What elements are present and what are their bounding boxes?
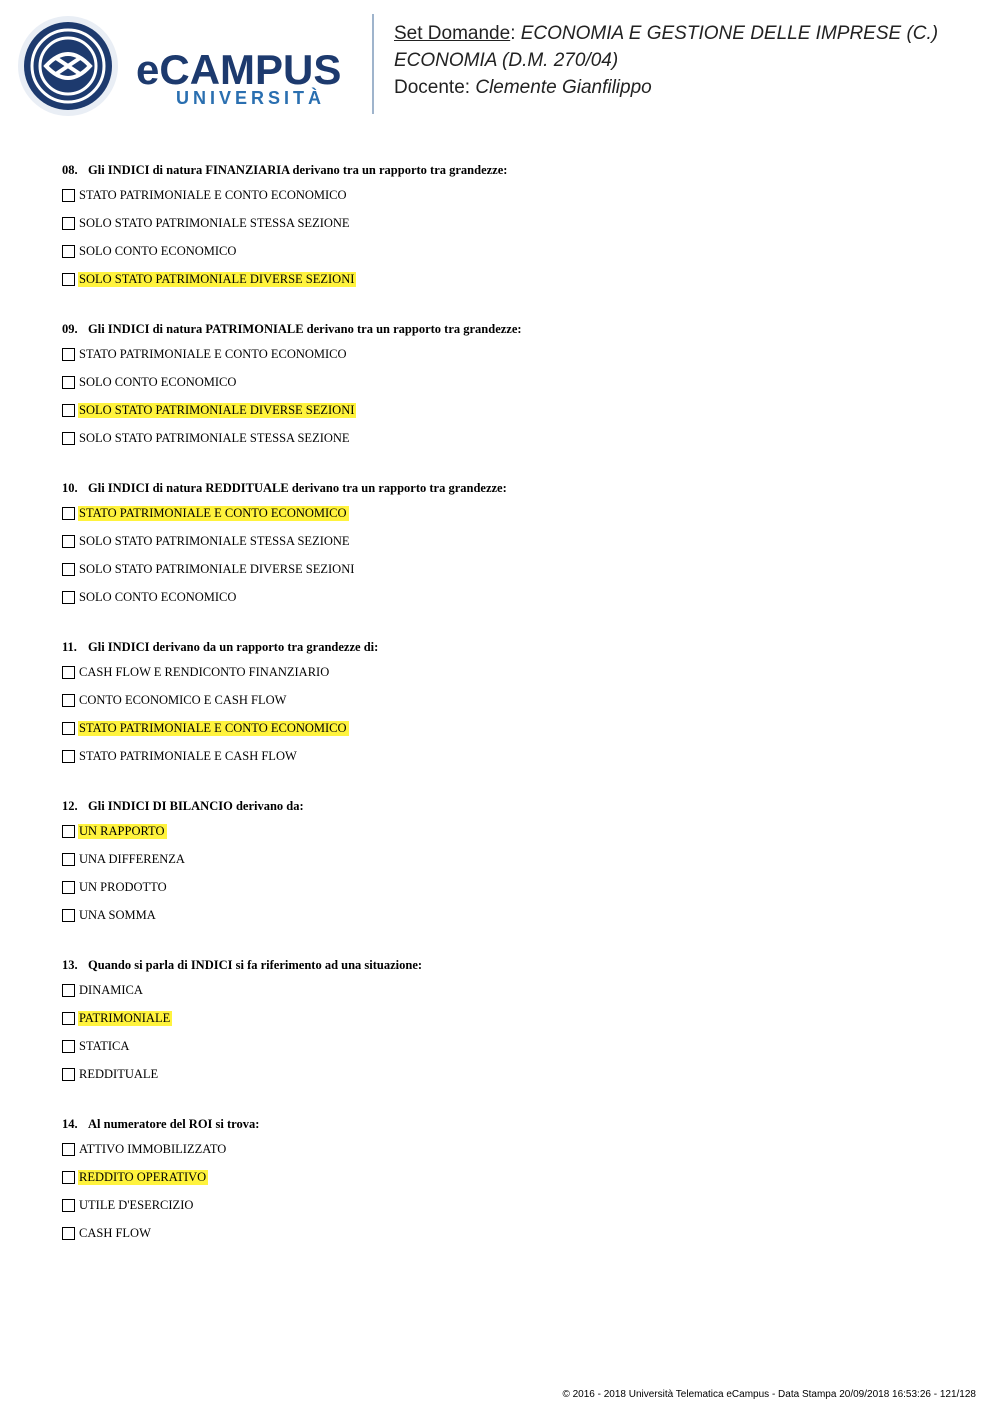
- answer-option[interactable]: [62, 852, 942, 880]
- answer-option[interactable]: [62, 908, 942, 936]
- answer-checkbox[interactable]: [62, 909, 75, 922]
- answer-option[interactable]: [62, 693, 942, 721]
- answer-option[interactable]: [62, 562, 942, 590]
- question-text: Gli INDICI di natura PATRIMONIALE derivano tra un rapporto tra grandezze:: [88, 322, 522, 336]
- question-title: [62, 957, 942, 973]
- question-number: 12.: [62, 799, 78, 813]
- answer-option[interactable]: [62, 272, 942, 300]
- header-info: [394, 20, 974, 101]
- answer-checkbox[interactable]: [62, 245, 75, 258]
- answer-text: ATTIVO IMMOBILIZZATO: [79, 1142, 227, 1156]
- answer-option[interactable]: [62, 1067, 942, 1095]
- answer-option[interactable]: [62, 983, 942, 1011]
- answer-text: STATICA: [79, 1039, 130, 1053]
- answer-text: CONTO ECONOMICO E CASH FLOW: [79, 693, 287, 707]
- answer-text: SOLO STATO PATRIMONIALE DIVERSE SEZIONI: [79, 562, 355, 576]
- question-number: 09.: [62, 322, 78, 336]
- answer-checkbox[interactable]: [62, 189, 75, 202]
- answer-option[interactable]: [62, 375, 942, 403]
- answer-option[interactable]: [62, 1142, 942, 1170]
- set-line: Set Domande: ECONOMIA E GESTIONE DELLE IMPRESE (C.) ECONOMIA (D.M. 270/04): [394, 23, 939, 71]
- question-block: [62, 639, 942, 777]
- answer-option[interactable]: [62, 880, 942, 908]
- set-value: ECONOMIA E GESTIONE DELLE IMPRESE (C.) ECONOMIA (D.M. 270/04): [394, 23, 939, 71]
- answer-checkbox[interactable]: [62, 273, 75, 286]
- question-title: [62, 321, 942, 337]
- answer-option[interactable]: [62, 749, 942, 777]
- answer-text: CASH FLOW E RENDICONTO FINANZIARIO: [79, 665, 330, 679]
- logo-subtitle: UNIVERSITÀ: [176, 88, 326, 108]
- answer-checkbox[interactable]: [62, 404, 75, 417]
- answer-option[interactable]: [62, 721, 942, 749]
- answer-text: SOLO CONTO ECONOMICO: [79, 590, 237, 604]
- answer-checkbox[interactable]: [62, 722, 75, 735]
- answer-option[interactable]: [62, 1011, 942, 1039]
- answer-text-correct: SOLO STATO PATRIMONIALE DIVERSE SEZIONI: [79, 272, 355, 286]
- answer-option[interactable]: [62, 431, 942, 459]
- question-block: [62, 321, 942, 459]
- question-text: Gli INDICI derivano da un rapporto tra grandezze di:: [88, 640, 379, 654]
- answer-text: SOLO STATO PATRIMONIALE STESSA SEZIONE: [79, 431, 350, 445]
- question-number: 13.: [62, 958, 78, 972]
- answer-option[interactable]: [62, 403, 942, 431]
- answer-text-correct: REDDITO OPERATIVO: [79, 1170, 207, 1184]
- answer-checkbox[interactable]: [62, 376, 75, 389]
- answer-option[interactable]: [62, 590, 942, 618]
- answer-option[interactable]: [62, 188, 942, 216]
- question-block: [62, 1116, 942, 1254]
- question-block: [62, 798, 942, 936]
- logo-wordmark: eCAMPUS: [136, 46, 342, 93]
- ecampus-logo: [16, 14, 356, 118]
- answer-checkbox[interactable]: [62, 1068, 75, 1081]
- answer-text: CASH FLOW: [79, 1226, 151, 1240]
- answer-checkbox[interactable]: [62, 432, 75, 445]
- answer-text: UN PRODOTTO: [79, 880, 167, 894]
- answer-checkbox[interactable]: [62, 1012, 75, 1025]
- question-title: [62, 798, 942, 814]
- question-block: [62, 162, 942, 300]
- answer-checkbox[interactable]: [62, 591, 75, 604]
- answer-checkbox[interactable]: [62, 1199, 75, 1212]
- answer-text: STATO PATRIMONIALE E CONTO ECONOMICO: [79, 188, 347, 202]
- question-text: Gli INDICI di natura REDDITUALE derivano tra un rapporto tra grandezze:: [88, 481, 507, 495]
- answer-checkbox[interactable]: [62, 348, 75, 361]
- answer-option[interactable]: [62, 244, 942, 272]
- set-label: Set Domande: [394, 23, 511, 44]
- answer-text-correct: STATO PATRIMONIALE E CONTO ECONOMICO: [79, 506, 347, 520]
- answer-option[interactable]: [62, 1039, 942, 1067]
- teacher-label: Docente: [394, 77, 465, 98]
- question-title: [62, 480, 942, 496]
- question-text: Al numeratore del ROI si trova:: [88, 1117, 260, 1131]
- answer-text: SOLO STATO PATRIMONIALE STESSA SEZIONE: [79, 534, 350, 548]
- answer-checkbox[interactable]: [62, 1227, 75, 1240]
- answer-checkbox[interactable]: [62, 1143, 75, 1156]
- answer-option[interactable]: [62, 1226, 942, 1254]
- answer-checkbox[interactable]: [62, 825, 75, 838]
- answer-option[interactable]: [62, 824, 942, 852]
- answer-text-correct: SOLO STATO PATRIMONIALE DIVERSE SEZIONI: [79, 403, 355, 417]
- answer-text: SOLO CONTO ECONOMICO: [79, 375, 237, 389]
- answer-option[interactable]: [62, 1170, 942, 1198]
- answer-checkbox[interactable]: [62, 1171, 75, 1184]
- answer-checkbox[interactable]: [62, 535, 75, 548]
- answer-checkbox[interactable]: [62, 507, 75, 520]
- answer-text-correct: UN RAPPORTO: [79, 824, 165, 838]
- question-list: [62, 162, 942, 1275]
- question-title: [62, 162, 942, 178]
- question-title: [62, 1116, 942, 1132]
- answer-checkbox[interactable]: [62, 1040, 75, 1053]
- answer-checkbox[interactable]: [62, 853, 75, 866]
- answer-text: UNA DIFFERENZA: [79, 852, 185, 866]
- answer-text: STATO PATRIMONIALE E CONTO ECONOMICO: [79, 347, 347, 361]
- question-number: 10.: [62, 481, 78, 495]
- header-divider: [372, 14, 374, 114]
- answer-checkbox[interactable]: [62, 563, 75, 576]
- question-text: Gli INDICI di natura FINANZIARIA derivano tra un rapporto tra grandezze:: [88, 163, 508, 177]
- answer-checkbox[interactable]: [62, 694, 75, 707]
- page-footer: © 2016 - 2018 Università Telematica eCampus - Data Stampa 20/09/2018 16:53:26 - 121/128: [562, 1389, 976, 1400]
- question-block: [62, 957, 942, 1095]
- answer-text: UNA SOMMA: [79, 908, 156, 922]
- answer-text: STATO PATRIMONIALE E CASH FLOW: [79, 749, 297, 763]
- answer-option[interactable]: [62, 665, 942, 693]
- question-number: 14.: [62, 1117, 78, 1131]
- answer-option[interactable]: [62, 506, 942, 534]
- answer-checkbox[interactable]: [62, 666, 75, 679]
- answer-checkbox[interactable]: [62, 984, 75, 997]
- question-number: 11.: [62, 640, 77, 654]
- question-text: Quando si parla di INDICI si fa riferimento ad una situazione:: [88, 958, 423, 972]
- answer-text-correct: PATRIMONIALE: [79, 1011, 171, 1025]
- question-title: [62, 639, 942, 655]
- answer-text: DINAMICA: [79, 983, 143, 997]
- answer-text-correct: STATO PATRIMONIALE E CONTO ECONOMICO: [79, 721, 347, 735]
- answer-option[interactable]: [62, 1198, 942, 1226]
- question-number: 08.: [62, 163, 78, 177]
- page-header: [0, 0, 1000, 130]
- answer-checkbox[interactable]: [62, 750, 75, 763]
- question-block: [62, 480, 942, 618]
- answer-checkbox[interactable]: [62, 881, 75, 894]
- ecampus-emblem-icon: [16, 14, 120, 118]
- answer-text: REDDITUALE: [79, 1067, 159, 1081]
- answer-text: UTILE D'ESERCIZIO: [79, 1198, 194, 1212]
- answer-checkbox[interactable]: [62, 217, 75, 230]
- question-text: Gli INDICI DI BILANCIO derivano da:: [88, 799, 304, 813]
- answer-option[interactable]: [62, 347, 942, 375]
- answer-option[interactable]: [62, 216, 942, 244]
- answer-option[interactable]: [62, 534, 942, 562]
- answer-text: SOLO CONTO ECONOMICO: [79, 244, 237, 258]
- teacher-line: Docente: Clemente Gianfilippo: [394, 77, 652, 98]
- answer-text: SOLO STATO PATRIMONIALE STESSA SEZIONE: [79, 216, 350, 230]
- teacher-value: Clemente Gianfilippo: [475, 77, 652, 98]
